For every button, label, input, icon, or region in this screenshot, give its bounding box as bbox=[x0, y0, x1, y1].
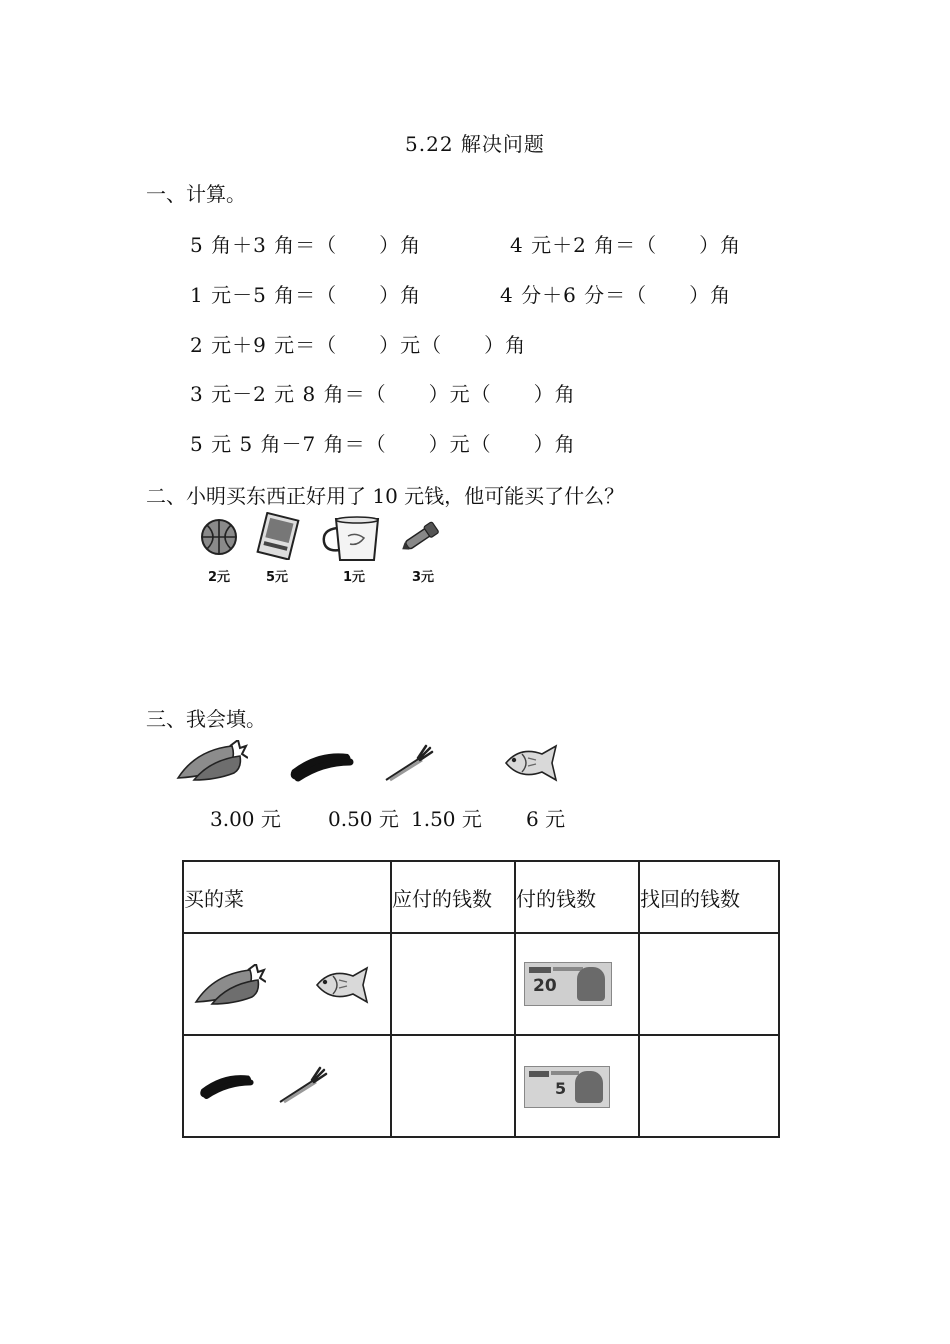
eggplant-icon bbox=[198, 1070, 254, 1100]
table-row bbox=[183, 1035, 779, 1137]
header-cell: 买的菜 bbox=[183, 861, 391, 933]
fish-icon bbox=[502, 744, 560, 782]
banknote-20-icon bbox=[524, 962, 612, 1006]
green-onion-icon bbox=[382, 744, 434, 784]
price-label: 3元 bbox=[412, 570, 435, 585]
eggplant-icon bbox=[288, 748, 354, 782]
section-2-heading: 二、小明买东西正好用了 10 元钱，他可能买了什么？ bbox=[146, 484, 625, 508]
price-label: 6 元 bbox=[526, 807, 566, 831]
basketball-icon bbox=[198, 518, 242, 558]
price-label: 3.00 元 bbox=[210, 807, 281, 831]
change-cell[interactable] bbox=[639, 1035, 779, 1137]
items-cell bbox=[183, 1035, 391, 1137]
header-cell: 付的钱数 bbox=[515, 861, 639, 933]
book-icon bbox=[252, 512, 302, 560]
page-title: 5.22 解决问题 bbox=[405, 132, 545, 156]
green-onion-icon bbox=[276, 1066, 328, 1106]
amount-paid-cell bbox=[515, 933, 639, 1035]
price-label: 1.50 元 bbox=[411, 807, 482, 831]
carrot-icon bbox=[176, 740, 248, 782]
fish-icon bbox=[312, 966, 372, 1004]
equation-7: 5 元 5 角－7 角＝（ ）元（ ）角 bbox=[190, 432, 576, 456]
amount-paid-cell bbox=[515, 1035, 639, 1137]
price-label: 2元 bbox=[208, 570, 231, 585]
change-cell[interactable] bbox=[639, 933, 779, 1035]
header-cell: 找回的钱数 bbox=[639, 861, 779, 933]
banknote-5-icon bbox=[524, 1066, 610, 1108]
banknote-value: 20 bbox=[533, 976, 557, 996]
banknote-value: 5 bbox=[555, 1079, 567, 1098]
shopping-table bbox=[182, 860, 780, 1138]
equation-6: 3 元－2 元 8 角＝（ ）元（ ）角 bbox=[190, 382, 576, 406]
equation-1: 5 角＋3 角＝（ ）角 bbox=[190, 233, 422, 257]
price-label: 1元 bbox=[343, 570, 366, 585]
section-3-heading: 三、我会填。 bbox=[146, 707, 266, 731]
amount-due-cell[interactable] bbox=[391, 1035, 515, 1137]
header-cell: 应付的钱数 bbox=[391, 861, 515, 933]
table-row bbox=[183, 933, 779, 1035]
equation-5: 2 元＋9 元＝（ ）元（ ）角 bbox=[190, 333, 527, 357]
table-header-row bbox=[183, 861, 779, 933]
price-label: 5元 bbox=[266, 570, 289, 585]
items-cell bbox=[183, 933, 391, 1035]
equation-2: 4 元＋2 角＝（ ）角 bbox=[510, 233, 742, 257]
pen-icon bbox=[398, 516, 444, 556]
section-1-heading: 一、计算。 bbox=[146, 182, 246, 206]
amount-due-cell[interactable] bbox=[391, 933, 515, 1035]
price-label: 0.50 元 bbox=[328, 807, 399, 831]
cup-icon bbox=[320, 514, 386, 564]
equation-4: 4 分＋6 分＝（ ）角 bbox=[500, 283, 732, 307]
equation-3: 1 元－5 角＝（ ）角 bbox=[190, 283, 422, 307]
carrot-icon bbox=[194, 964, 266, 1006]
